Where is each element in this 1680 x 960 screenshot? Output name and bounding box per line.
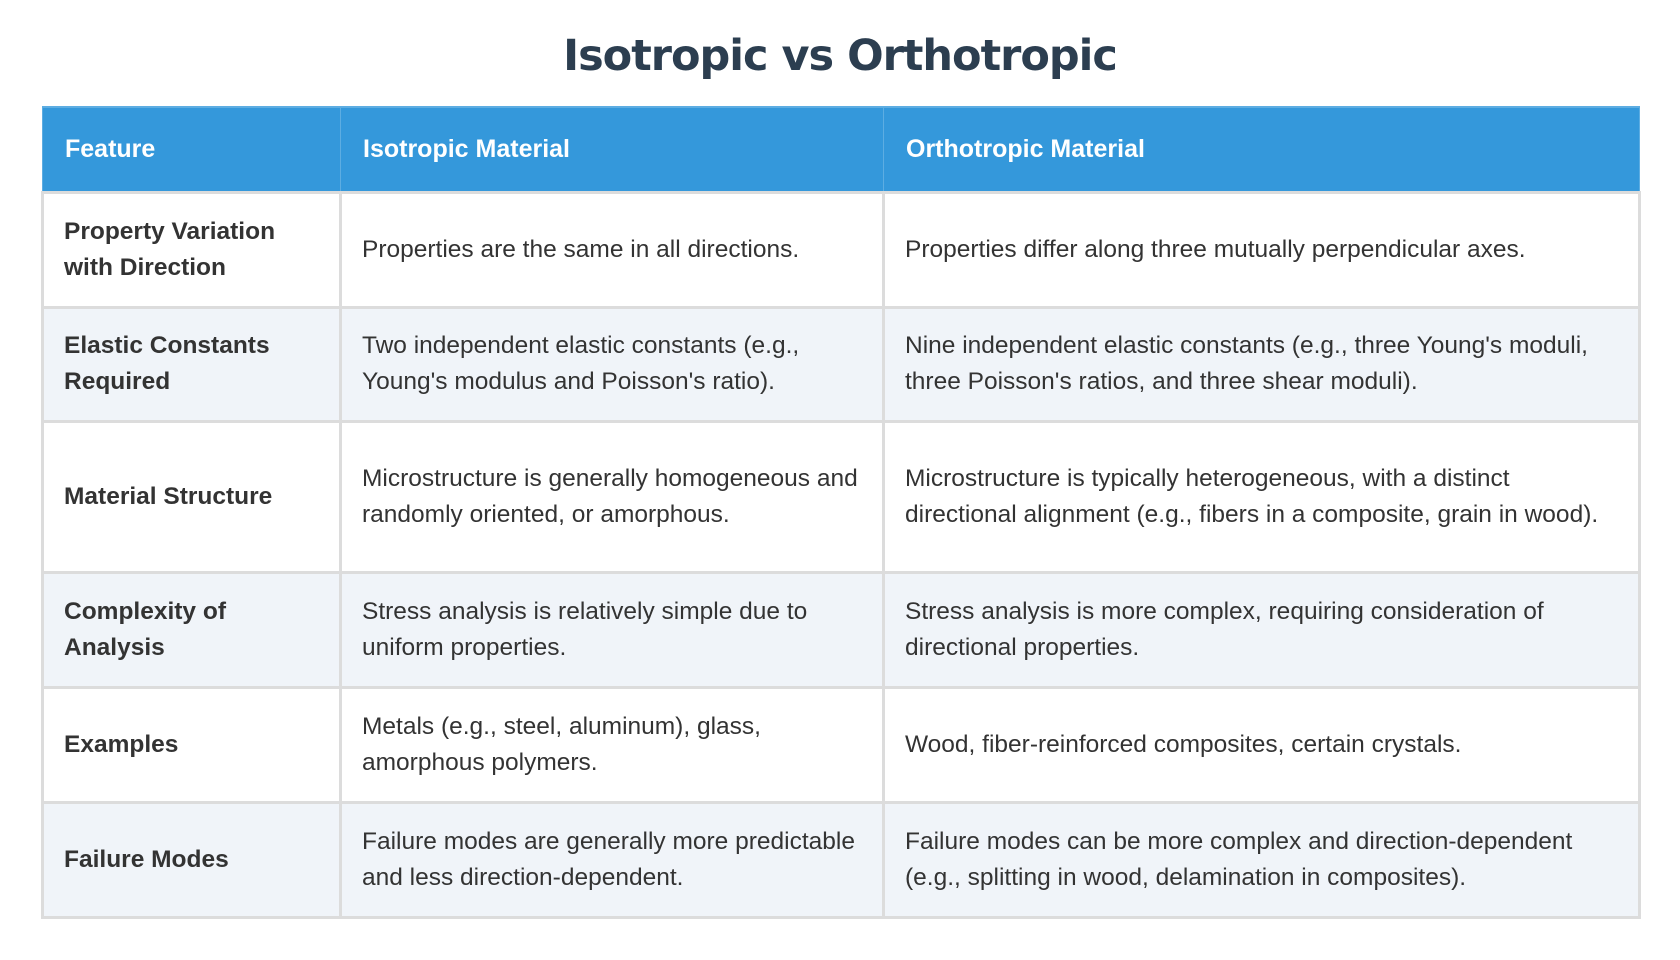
table-row <box>43 572 1640 687</box>
orthotropic-cell: Nine independent elastic constants (e.g., three Young's moduli, three Poisson's ratios, and three shear moduli). <box>884 307 1640 421</box>
orthotropic-cell: Properties differ along three mutually perpendicular axes. <box>884 192 1640 307</box>
page-title: Isotropic vs Orthotropic <box>563 31 1117 81</box>
comparison-table <box>41 106 1641 919</box>
feature-cell: Property Variation with Direction <box>43 192 341 307</box>
column-header-feature: Feature <box>43 107 341 192</box>
table-row <box>43 687 1640 802</box>
feature-cell: Elastic Constants Required <box>43 307 341 421</box>
feature-cell: Complexity of Analysis <box>43 572 341 687</box>
column-header-orthotropic: Orthotropic Material <box>884 107 1640 192</box>
table-row <box>43 421 1640 572</box>
table-row <box>43 192 1640 307</box>
isotropic-cell: Failure modes are generally more predictable and less direction-dependent. <box>341 802 884 917</box>
column-header-isotropic: Isotropic Material <box>341 107 884 192</box>
feature-cell: Failure Modes <box>43 802 341 917</box>
isotropic-cell: Two independent elastic constants (e.g., Young's modulus and Poisson's ratio). <box>341 307 884 421</box>
isotropic-cell: Properties are the same in all directions. <box>341 192 884 307</box>
orthotropic-cell: Failure modes can be more complex and direction-dependent (e.g., splitting in wood, delamination in composites). <box>884 802 1640 917</box>
orthotropic-cell: Microstructure is typically heterogeneous, with a distinct directional alignment (e.g., fibers in a composite, grain in wood). <box>884 421 1640 572</box>
orthotropic-cell: Wood, fiber-reinforced composites, certain crystals. <box>884 687 1640 802</box>
table-row <box>43 802 1640 917</box>
feature-cell: Examples <box>43 687 341 802</box>
table-body <box>43 192 1640 917</box>
isotropic-cell: Stress analysis is relatively simple due to uniform properties. <box>341 572 884 687</box>
table-row <box>43 307 1640 421</box>
isotropic-cell: Metals (e.g., steel, aluminum), glass, amorphous polymers. <box>341 687 884 802</box>
feature-cell: Material Structure <box>43 421 341 572</box>
table-header <box>43 107 1640 192</box>
orthotropic-cell: Stress analysis is more complex, requiring consideration of directional properties. <box>884 572 1640 687</box>
isotropic-cell: Microstructure is generally homogeneous and randomly oriented, or amorphous. <box>341 421 884 572</box>
header-row <box>43 107 1640 192</box>
